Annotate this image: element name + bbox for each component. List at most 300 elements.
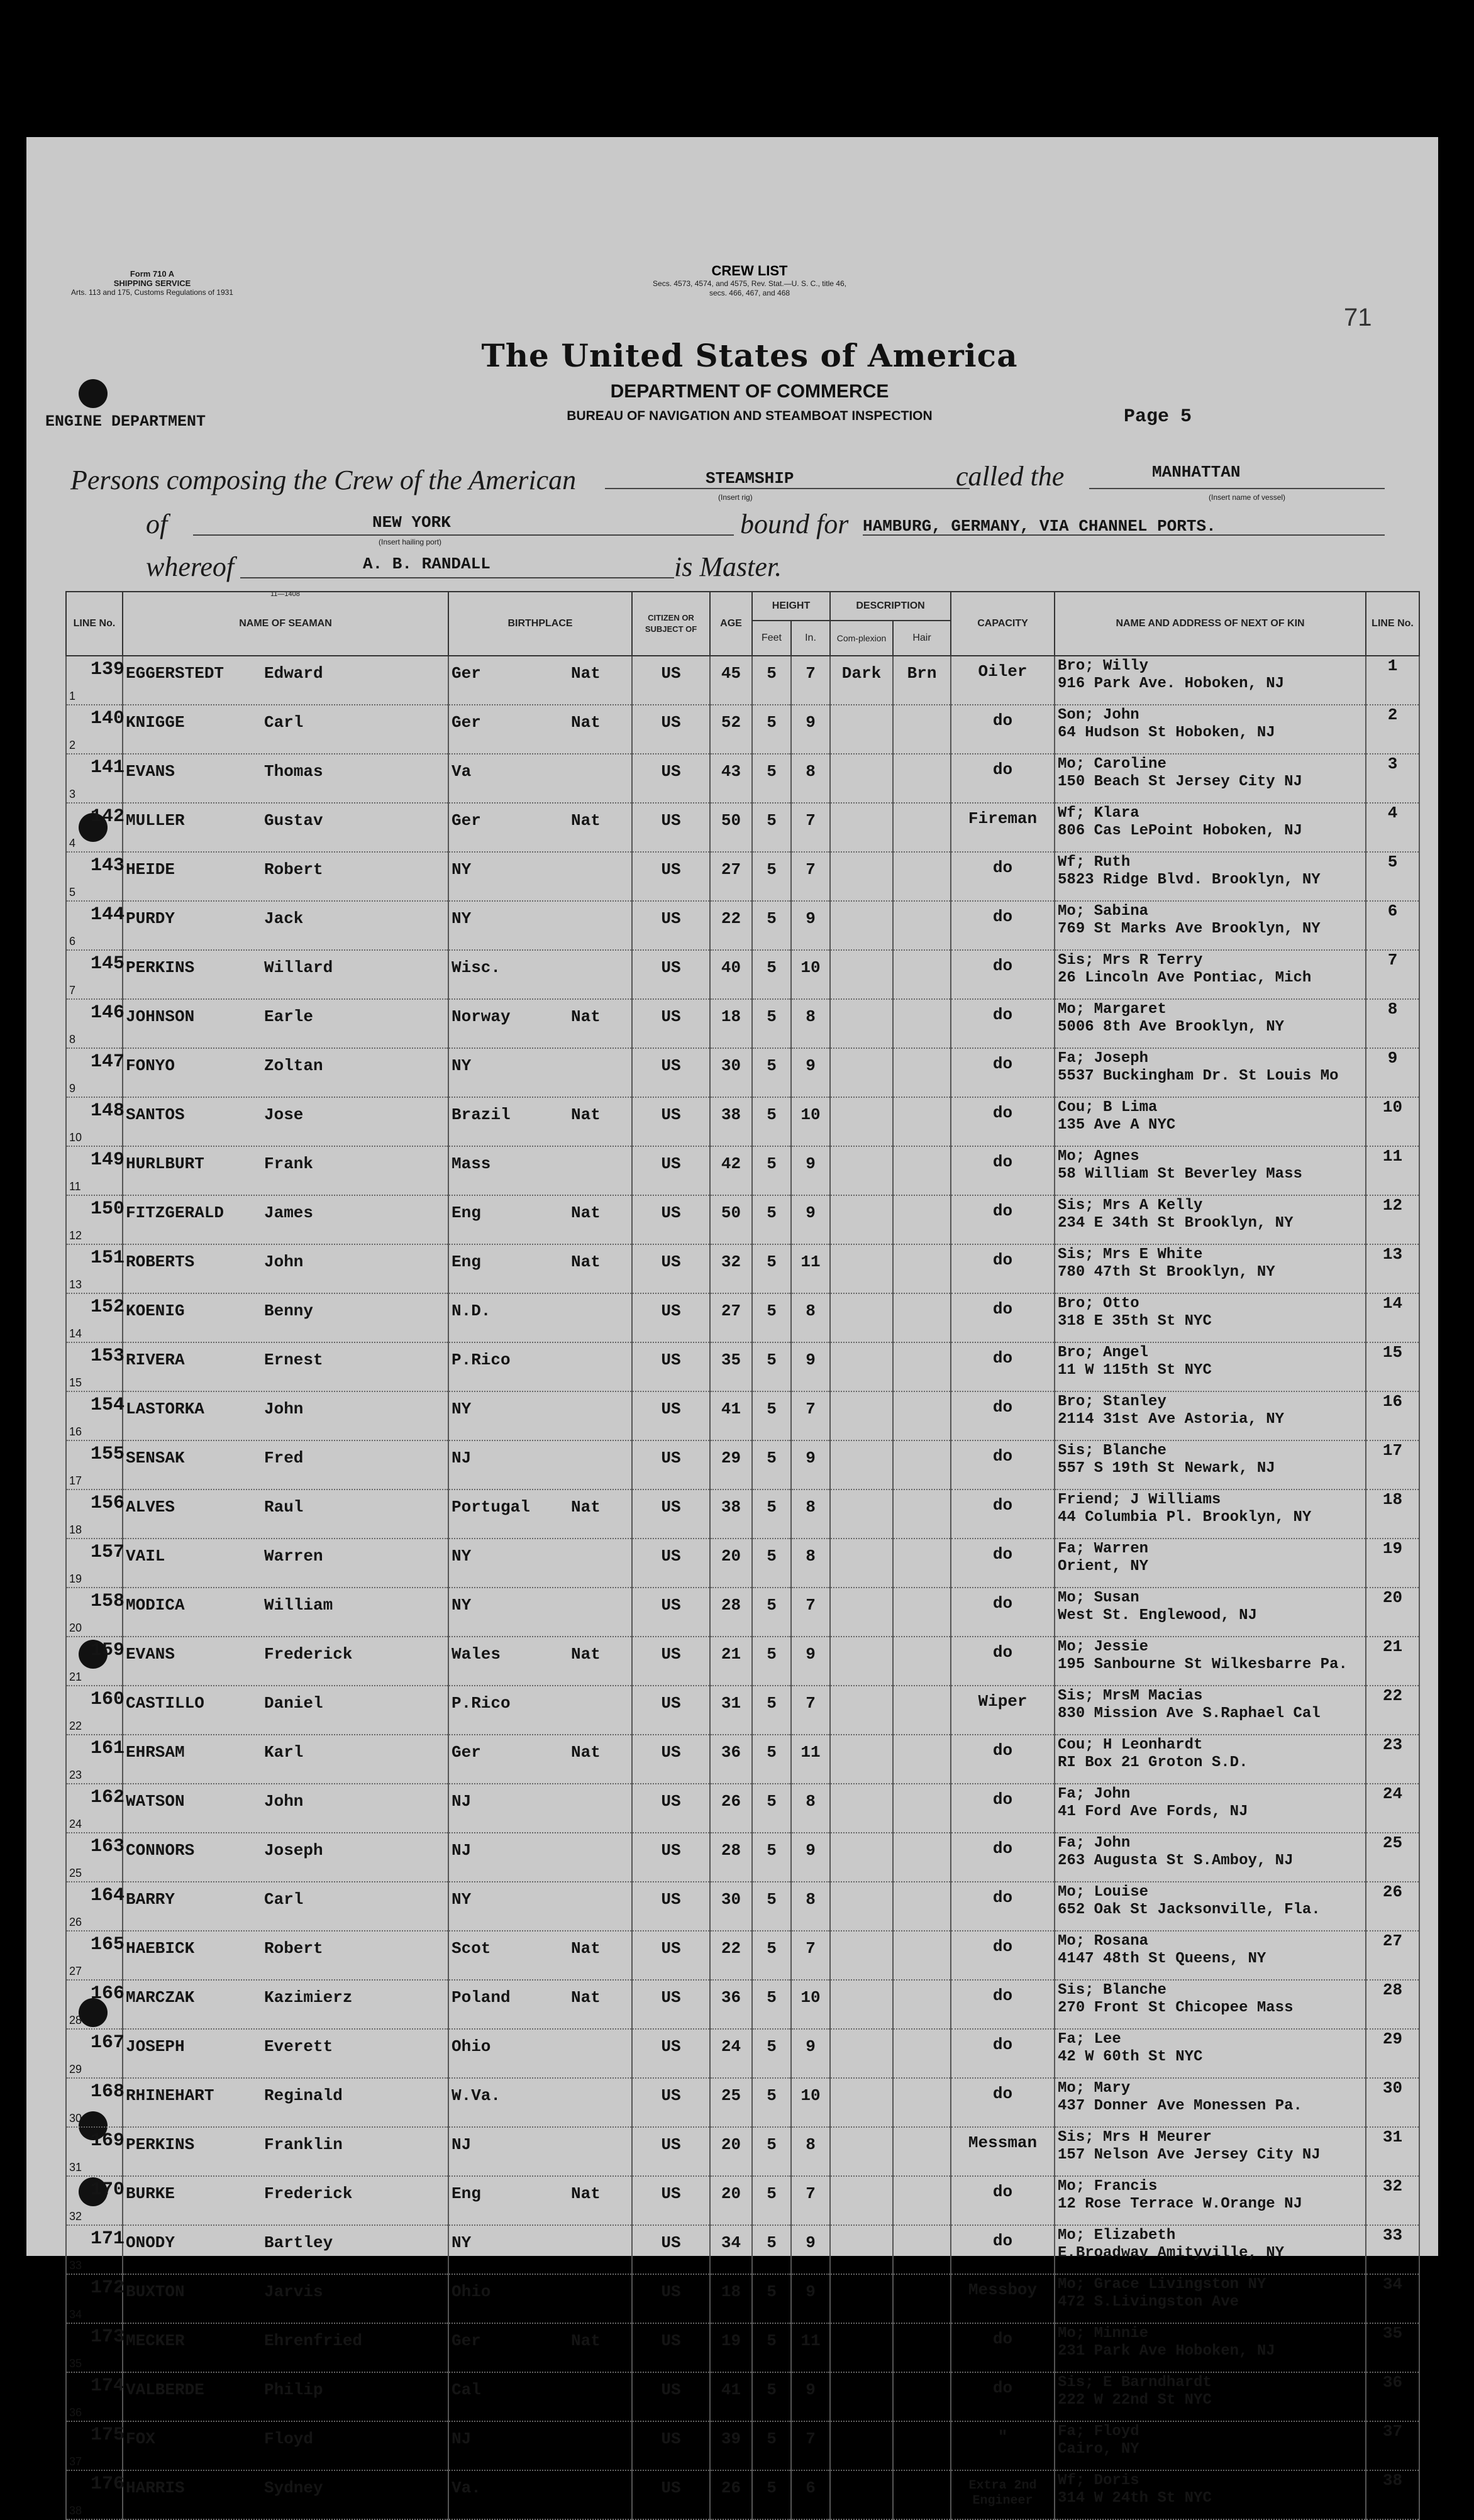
birthplace-cell	[448, 950, 632, 999]
given-name: Carl	[264, 713, 304, 732]
citizen: US	[632, 1588, 710, 1637]
birthplace-cell	[448, 2470, 632, 2519]
crew-number: 162	[91, 1787, 125, 1808]
given-name: Fred	[264, 1449, 304, 1467]
line-number-right: 29	[1366, 2029, 1419, 2078]
kin-address: 135 Ave A NYC	[1058, 1117, 1176, 1134]
given-name: Sydney	[264, 2479, 323, 2497]
naturalized: Nat	[571, 1645, 601, 1664]
capacity: do	[951, 1391, 1055, 1440]
birthplace-cell	[448, 1784, 632, 1833]
citizen: US	[632, 1244, 710, 1293]
birthplace-cell	[448, 1980, 632, 2029]
line-number-right: 21	[1366, 1637, 1419, 1686]
height-feet: 5	[752, 1097, 791, 1146]
crew-number: 165	[91, 1934, 125, 1955]
capacity: do	[951, 1489, 1055, 1539]
crew-row	[66, 1097, 1419, 1146]
line-number-right: 22	[1366, 1686, 1419, 1735]
birthplace-cell	[448, 999, 632, 1048]
kin-name: Bro; Stanley	[1058, 1393, 1166, 1410]
height-inches: 10	[791, 1097, 830, 1146]
statute-line-1: Secs. 4573, 4574, and 4575, Rev. Stat.—U. S. C., title 46,	[653, 279, 846, 288]
row-line-number: 22	[69, 1720, 82, 1732]
kin-name: Mo; Sabina	[1058, 903, 1149, 920]
surname: ONODY	[126, 2233, 175, 2252]
birthplace: NY	[452, 860, 472, 879]
given-name: Robert	[264, 860, 323, 879]
age: 31	[710, 1686, 752, 1735]
crew-number: 158	[91, 1591, 125, 1612]
next-of-kin-cell	[1055, 1784, 1366, 1833]
birthplace-cell	[448, 852, 632, 901]
line-number-right: 11	[1366, 1146, 1419, 1195]
form-articles: Arts. 113 and 175, Customs Regulations of 1931	[71, 288, 233, 297]
surname: RIVERA	[126, 1351, 185, 1369]
kin-name: Mo; Grace Livingston NY	[1058, 2276, 1266, 2293]
complexion	[830, 1342, 893, 1391]
kin-name: Sis; MrsM Macias	[1058, 1688, 1203, 1705]
kin-address: 270 Front St Chicopee Mass	[1058, 1999, 1294, 2016]
birthplace: Ger	[452, 664, 481, 683]
name-cell	[91, 803, 448, 852]
row-line-number: 9	[69, 1082, 76, 1095]
kin-address: 780 47th St Brooklyn, NY	[1058, 1264, 1275, 1281]
name-cell	[91, 901, 448, 950]
row-line-number: 14	[69, 1327, 82, 1340]
complexion	[830, 1833, 893, 1882]
kin-address: RI Box 21 Groton S.D.	[1058, 1754, 1248, 1771]
crew-row	[66, 1146, 1419, 1195]
col-hair: Hair	[893, 621, 951, 656]
hair	[893, 1833, 951, 1882]
given-name: Frank	[264, 1154, 314, 1173]
page-number: Page 5	[1124, 406, 1192, 428]
age: 39	[710, 2421, 752, 2470]
surname: HEIDE	[126, 860, 175, 879]
name-cell	[91, 1588, 448, 1637]
row-line-number: 24	[69, 1818, 82, 1830]
citizen: US	[632, 656, 710, 705]
height-feet: 5	[752, 754, 791, 803]
birthplace: Va.	[452, 2479, 481, 2497]
kin-address: West St. Englewood, NJ	[1058, 1607, 1257, 1624]
kin-name: Sis; Mrs A Kelly	[1058, 1197, 1203, 1214]
master-label: is Master.	[674, 551, 782, 582]
crew-number: 160	[91, 1689, 125, 1710]
age: 26	[710, 2470, 752, 2519]
given-name: Robert	[264, 1939, 323, 1958]
crew-row	[66, 2323, 1419, 2372]
row-line-number: 35	[69, 2357, 82, 2370]
age: 40	[710, 950, 752, 999]
kin-name: Wf; Klara	[1058, 805, 1139, 822]
capacity: do	[951, 2176, 1055, 2225]
birthplace: P.Rico	[452, 1351, 511, 1369]
row-line-number: 26	[69, 1916, 82, 1928]
height-feet: 5	[752, 1539, 791, 1588]
citizen: US	[632, 1637, 710, 1686]
birthplace-cell	[448, 1686, 632, 1735]
kin-address: 157 Nelson Ave Jersey City NJ	[1058, 2147, 1321, 2164]
hair	[893, 1980, 951, 2029]
crew-row	[66, 1833, 1419, 1882]
line-number-right: 31	[1366, 2127, 1419, 2176]
name-cell	[91, 1980, 448, 2029]
birthplace-cell	[448, 2176, 632, 2225]
birthplace: Ohio	[452, 2282, 491, 2301]
height-feet: 5	[752, 2274, 791, 2323]
height-inches: 6	[791, 2470, 830, 2519]
row-line-number: 21	[69, 1671, 82, 1683]
complexion	[830, 1440, 893, 1489]
complexion	[830, 803, 893, 852]
age: 20	[710, 1539, 752, 1588]
complexion	[830, 1244, 893, 1293]
hair	[893, 1686, 951, 1735]
kin-address: 437 Donner Ave Monessen Pa.	[1058, 2097, 1302, 2114]
crew-row	[66, 1195, 1419, 1244]
citizen: US	[632, 1293, 710, 1342]
col-inches: In.	[791, 621, 830, 656]
surname: SENSAK	[126, 1449, 185, 1467]
surname: MECKER	[126, 2331, 185, 2350]
name-cell	[91, 1244, 448, 1293]
birthplace-cell	[448, 901, 632, 950]
kin-name: Mo; Francis	[1058, 2178, 1158, 2195]
name-cell	[91, 1048, 448, 1097]
height-feet: 5	[752, 1342, 791, 1391]
capacity: Messboy	[951, 2274, 1055, 2323]
hair	[893, 1588, 951, 1637]
naturalized: Nat	[571, 1498, 601, 1517]
crew-number: 150	[91, 1198, 125, 1220]
row-line-number: 18	[69, 1523, 82, 1536]
citizen: US	[632, 1342, 710, 1391]
naturalized: Nat	[571, 1252, 601, 1271]
height-inches: 10	[791, 950, 830, 999]
crew-number: 169	[91, 2130, 125, 2152]
capacity: do	[951, 2225, 1055, 2274]
given-name: Philip	[264, 2380, 323, 2399]
kin-address: 472 S.Livingston Ave	[1058, 2294, 1239, 2311]
complexion	[830, 2078, 893, 2127]
line-number-right: 19	[1366, 1539, 1419, 1588]
birthplace: W.Va.	[452, 2086, 501, 2105]
line-number-right: 8	[1366, 999, 1419, 1048]
surname: MARCZAK	[126, 1988, 195, 2007]
row-line-number: 33	[69, 2259, 82, 2272]
complexion: Dark	[830, 656, 893, 705]
age: 19	[710, 2323, 752, 2372]
hair	[893, 1293, 951, 1342]
citizen: US	[632, 852, 710, 901]
height-inches: 9	[791, 705, 830, 754]
hailing-port: NEW YORK	[372, 513, 451, 532]
kin-name: Mo; Rosana	[1058, 1933, 1149, 1950]
age: 22	[710, 1931, 752, 1980]
age: 43	[710, 754, 752, 803]
birthplace-cell	[448, 2078, 632, 2127]
statute-line-2: secs. 466, 467, and 468	[709, 289, 790, 297]
surname: MULLER	[126, 811, 185, 830]
complexion	[830, 1784, 893, 1833]
kin-address: 652 Oak St Jacksonville, Fla.	[1058, 1901, 1321, 1918]
surname: EVANS	[126, 1645, 175, 1664]
form-service: SHIPPING SERVICE	[113, 279, 191, 288]
age: 28	[710, 1588, 752, 1637]
name-cell	[91, 2274, 448, 2323]
age: 25	[710, 2078, 752, 2127]
given-name: Willard	[264, 958, 333, 977]
hair	[893, 950, 951, 999]
height-feet: 5	[752, 1637, 791, 1686]
citizen: US	[632, 705, 710, 754]
kin-address: 64 Hudson St Hoboken, NJ	[1058, 724, 1275, 741]
surname: BARRY	[126, 1890, 175, 1909]
kin-address: 5006 8th Ave Brooklyn, NY	[1058, 1019, 1285, 1036]
name-cell	[91, 2225, 448, 2274]
hair	[893, 1489, 951, 1539]
surname: VAIL	[126, 1547, 165, 1566]
kin-name: Sis; Mrs E White	[1058, 1246, 1203, 1263]
col-height: HEIGHT	[752, 592, 830, 621]
name-cell	[91, 1784, 448, 1833]
whereof-label: whereof	[146, 551, 235, 582]
row-line-number: 10	[69, 1131, 82, 1144]
crew-number: 171	[91, 2228, 125, 2250]
next-of-kin-cell	[1055, 2225, 1366, 2274]
complexion	[830, 2225, 893, 2274]
vessel-name-caption: (Insert name of vessel)	[1209, 493, 1286, 502]
height-feet: 5	[752, 1489, 791, 1539]
name-cell	[91, 1391, 448, 1440]
kin-address: 11 W 115th St NYC	[1058, 1362, 1212, 1379]
crew-row	[66, 2274, 1419, 2323]
form-info	[58, 269, 247, 297]
given-name: Everett	[264, 2037, 333, 2056]
given-name: Benny	[264, 1301, 314, 1320]
line-number-right: 37	[1366, 2421, 1419, 2470]
crew-row	[66, 1440, 1419, 1489]
hair	[893, 2078, 951, 2127]
birthplace-cell	[448, 1195, 632, 1244]
birthplace: Ger	[452, 2331, 481, 2350]
hair	[893, 803, 951, 852]
row-line-number: 11	[69, 1180, 81, 1193]
citizen: US	[632, 1735, 710, 1784]
kin-address: Cairo, NY	[1058, 2441, 1139, 2458]
name-cell	[91, 1833, 448, 1882]
capacity: do	[951, 1342, 1055, 1391]
birthplace: Scot	[452, 1939, 491, 1958]
age: 50	[710, 803, 752, 852]
surname: KNIGGE	[126, 713, 185, 732]
birthplace-cell	[448, 656, 632, 705]
rig-caption: (Insert rig)	[718, 493, 753, 502]
capacity: "	[951, 2421, 1055, 2470]
next-of-kin-cell	[1055, 901, 1366, 950]
given-name: John	[264, 1252, 304, 1271]
birthplace: NY	[452, 909, 472, 928]
next-of-kin-cell	[1055, 852, 1366, 901]
age: 20	[710, 2176, 752, 2225]
surname: ALVES	[126, 1498, 175, 1517]
complexion	[830, 1097, 893, 1146]
height-inches: 8	[791, 1784, 830, 1833]
birthplace: NY	[452, 1400, 472, 1418]
hair	[893, 2176, 951, 2225]
capacity: do	[951, 901, 1055, 950]
next-of-kin-cell	[1055, 1735, 1366, 1784]
surname: FITZGERALD	[126, 1203, 224, 1222]
kin-address: 2114 31st Ave Astoria, NY	[1058, 1411, 1285, 1428]
surname: BUXTON	[126, 2282, 185, 2301]
crew-number: 146	[91, 1002, 125, 1024]
department-stamp: ENGINE DEPARTMENT	[45, 412, 206, 431]
age: 30	[710, 1048, 752, 1097]
complexion	[830, 999, 893, 1048]
height-feet: 5	[752, 1391, 791, 1440]
birthplace-cell	[448, 1097, 632, 1146]
crew-number: 142	[91, 806, 125, 827]
line-number-right: 17	[1366, 1440, 1419, 1489]
kin-address: 318 E 35th St NYC	[1058, 1313, 1212, 1330]
birthplace: N.D.	[452, 1301, 491, 1320]
crew-row	[66, 1637, 1419, 1686]
line-number-right: 30	[1366, 2078, 1419, 2127]
complexion	[830, 1489, 893, 1539]
surname: HARRIS	[126, 2479, 185, 2497]
next-of-kin-cell	[1055, 1686, 1366, 1735]
surname: LASTORKA	[126, 1400, 204, 1418]
given-name: Earle	[264, 1007, 314, 1026]
next-of-kin-cell	[1055, 1244, 1366, 1293]
kin-name: Fa; Floyd	[1058, 2423, 1139, 2440]
row-line-number: 31	[69, 2161, 82, 2174]
hair	[893, 705, 951, 754]
birthplace-cell	[448, 1146, 632, 1195]
hair	[893, 1146, 951, 1195]
crew-rows	[66, 656, 1419, 2519]
crew-row	[66, 1882, 1419, 1931]
complexion	[830, 2470, 893, 2519]
height-inches: 8	[791, 1293, 830, 1342]
surname: JOSEPH	[126, 2037, 185, 2056]
crew-row	[66, 852, 1419, 901]
crew-number: 147	[91, 1051, 125, 1073]
birthplace-cell	[448, 1391, 632, 1440]
birthplace: NY	[452, 1890, 472, 1909]
birthplace-cell	[448, 803, 632, 852]
complexion	[830, 705, 893, 754]
line-number-right: 2	[1366, 705, 1419, 754]
hair	[893, 2029, 951, 2078]
age: 18	[710, 999, 752, 1048]
crew-number: 141	[91, 757, 125, 778]
print-code: 11—1408	[270, 590, 300, 598]
crew-row	[66, 2078, 1419, 2127]
name-cell	[91, 950, 448, 999]
citizen: US	[632, 1195, 710, 1244]
birthplace-cell	[448, 1489, 632, 1539]
citizen: US	[632, 1097, 710, 1146]
line-number-right: 35	[1366, 2323, 1419, 2372]
birthplace-cell	[448, 1588, 632, 1637]
row-line-number: 6	[69, 935, 76, 948]
height-inches: 7	[791, 1588, 830, 1637]
crew-row	[66, 656, 1419, 705]
kin-address: E.Broadway Amityville, NY	[1058, 2245, 1285, 2262]
surname: WATSON	[126, 1792, 185, 1811]
height-feet: 5	[752, 2470, 791, 2519]
line-number-right: 15	[1366, 1342, 1419, 1391]
kin-name: Cou; H Leonhardt	[1058, 1737, 1203, 1754]
capacity: do	[951, 2372, 1055, 2421]
kin-name: Wf; Ruth	[1058, 854, 1131, 871]
line-number-right: 23	[1366, 1735, 1419, 1784]
name-cell	[91, 1539, 448, 1588]
complexion	[830, 1293, 893, 1342]
crew-row	[66, 1735, 1419, 1784]
row-line-number: 13	[69, 1278, 82, 1291]
height-feet: 5	[752, 1244, 791, 1293]
crew-number: 144	[91, 904, 125, 926]
name-cell	[91, 1146, 448, 1195]
height-feet: 5	[752, 1980, 791, 2029]
birthplace: Norway	[452, 1007, 511, 1026]
complexion	[830, 2372, 893, 2421]
citizen: US	[632, 999, 710, 1048]
citizen: US	[632, 1833, 710, 1882]
capacity: Fireman	[951, 803, 1055, 852]
crew-row	[66, 1048, 1419, 1097]
kin-name: Mo; Caroline	[1058, 756, 1166, 773]
height-inches: 7	[791, 1931, 830, 1980]
hair	[893, 1784, 951, 1833]
next-of-kin-cell	[1055, 1637, 1366, 1686]
crew-row	[66, 1489, 1419, 1539]
surname: SANTOS	[126, 1105, 185, 1124]
name-cell	[91, 2421, 448, 2470]
capacity: do	[951, 1440, 1055, 1489]
surname: HAEBICK	[126, 1939, 195, 1958]
naturalized: Nat	[571, 1105, 601, 1124]
name-cell	[91, 2176, 448, 2225]
line-number-right: 13	[1366, 1244, 1419, 1293]
crew-row	[66, 1244, 1419, 1293]
birthplace-cell	[448, 1882, 632, 1931]
given-name: Jarvis	[264, 2282, 323, 2301]
birthplace-cell	[448, 1539, 632, 1588]
next-of-kin-cell	[1055, 754, 1366, 803]
surname: EVANS	[126, 762, 175, 781]
crew-row	[66, 2127, 1419, 2176]
given-name: Karl	[264, 1743, 304, 1762]
capacity: do	[951, 1931, 1055, 1980]
name-cell	[91, 1686, 448, 1735]
row-line-number: 5	[69, 886, 76, 898]
kin-address: 26 Lincoln Ave Pontiac, Mich	[1058, 970, 1312, 986]
birthplace-cell	[448, 1342, 632, 1391]
birthplace-cell	[448, 2029, 632, 2078]
line-number-right: 12	[1366, 1195, 1419, 1244]
capacity: Oiler	[951, 656, 1055, 705]
kin-address: 222 W 22nd St NYC	[1058, 2392, 1212, 2409]
citizen: US	[632, 901, 710, 950]
crew-row	[66, 1391, 1419, 1440]
height-feet: 5	[752, 1686, 791, 1735]
